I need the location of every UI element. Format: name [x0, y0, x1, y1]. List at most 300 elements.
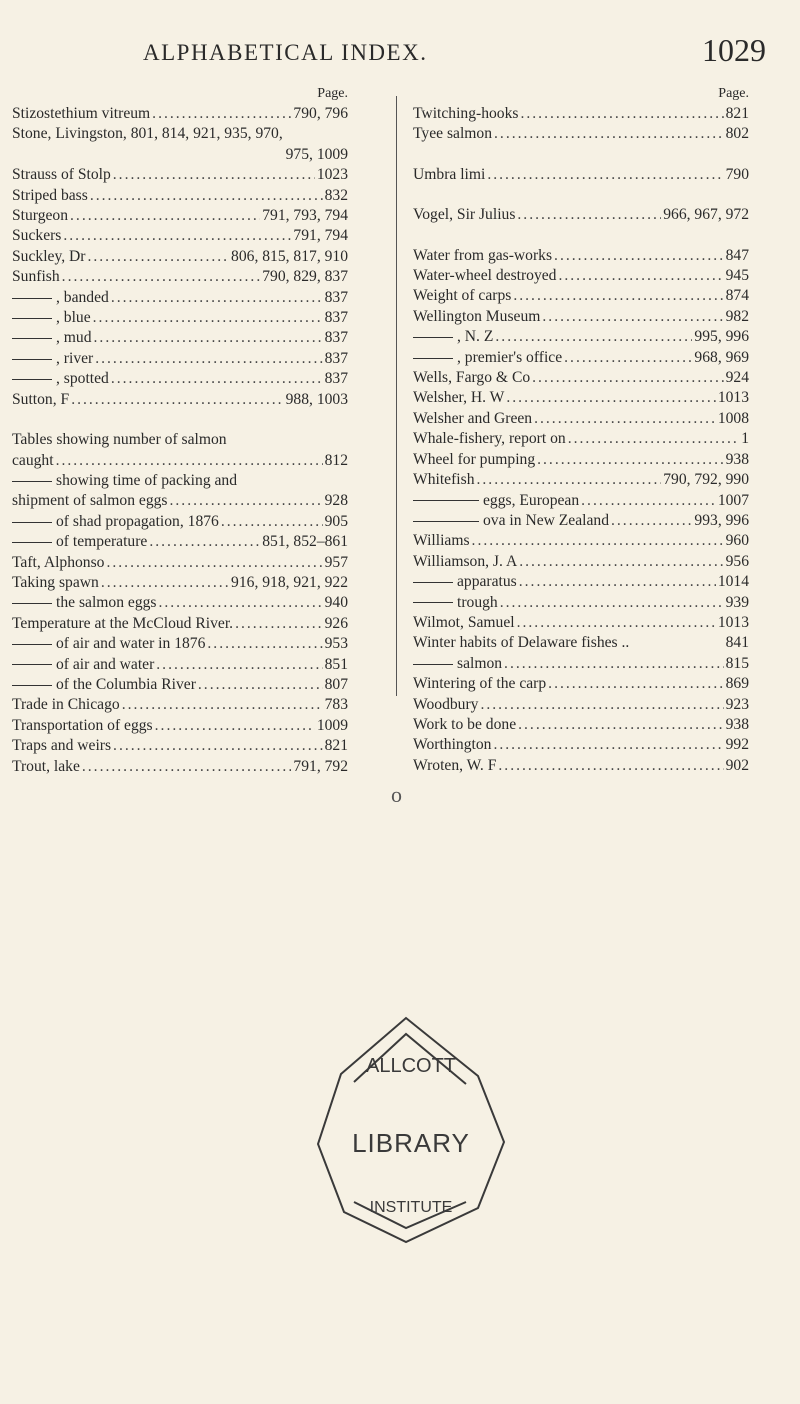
entry-pages: 966, 967, 972 — [663, 206, 749, 224]
leader-dots — [93, 308, 323, 328]
entry-label — [413, 593, 498, 613]
entry-label-text: Welsher, H. W — [413, 389, 505, 407]
entry-pages: 992 — [725, 736, 749, 754]
entry-pages: 1008 — [717, 409, 749, 427]
ditto-dash — [12, 481, 52, 482]
entry-label — [413, 409, 532, 429]
entry-label-text: Whale-fishery, report on — [413, 430, 566, 448]
entry-label-text: , banded — [56, 288, 109, 306]
index-entry — [413, 388, 749, 408]
entry-label — [413, 104, 518, 124]
group-gap — [413, 226, 749, 246]
entry-label-text: Umbra limi — [413, 165, 486, 183]
ditto-dash — [413, 358, 453, 359]
entry-label-text: Williamson, J. A — [413, 552, 518, 570]
entry-pages: 832 — [324, 186, 348, 204]
entry-label — [12, 573, 99, 593]
entry-pages: 960 — [725, 532, 749, 550]
entry-label — [12, 655, 154, 675]
entry-label-text: Transportation of eggs — [12, 716, 153, 734]
ditto-dash — [413, 500, 479, 501]
entry-label — [12, 532, 147, 552]
index-entry — [12, 206, 348, 226]
entry-label — [12, 451, 54, 471]
index-entry — [12, 471, 348, 491]
index-column-right — [413, 84, 749, 776]
entry-label-text: Winter habits of Delaware fishes .. — [413, 634, 630, 652]
entry-label — [12, 390, 69, 410]
leader-dots — [56, 451, 323, 471]
entry-label — [413, 552, 517, 572]
entry-pages: 940 — [324, 594, 348, 612]
index-entry — [413, 491, 749, 511]
entry-pages: 791, 794 — [293, 227, 348, 245]
entry-label — [413, 633, 629, 653]
leader-dots — [504, 654, 724, 674]
library-stamp — [306, 1012, 516, 1248]
index-entry — [12, 695, 348, 715]
ditto-dash — [12, 298, 52, 299]
leader-dots — [152, 104, 291, 124]
entry-label-text: of shad propagation, 1876 — [56, 512, 219, 530]
entry-label — [12, 675, 196, 695]
entry-label — [413, 756, 496, 776]
index-entry — [12, 634, 348, 654]
entry-pages: 790, 792, 990 — [663, 471, 749, 489]
entry-label — [413, 450, 535, 470]
index-entry — [413, 368, 749, 388]
entry-pages: 790, 796 — [293, 105, 348, 122]
index-entry — [413, 695, 749, 715]
ditto-dash — [413, 582, 453, 583]
entry-label — [12, 614, 233, 634]
stamp-bottom-text: INSTITUTE — [369, 1199, 453, 1216]
entry-label — [413, 470, 475, 490]
leader-dots — [149, 532, 260, 552]
entry-pages: 821 — [725, 105, 749, 122]
entry-pages: 953 — [324, 635, 348, 653]
column-page-heading: Page. — [317, 86, 348, 101]
ditto-dash — [12, 685, 52, 686]
entry-pages: 975, 1009 — [285, 145, 348, 163]
ditto-dash — [12, 338, 52, 339]
leader-dots — [519, 572, 716, 592]
entry-pages: 812 — [324, 451, 348, 469]
leader-dots — [71, 390, 283, 410]
index-entry — [413, 613, 749, 633]
entry-pages: 851 — [324, 655, 348, 673]
entry-label — [12, 634, 205, 654]
index-entry — [413, 307, 749, 327]
leader-dots — [95, 349, 322, 369]
entry-label-text: Woodbury — [413, 695, 479, 713]
entry-label-text: Sturgeon — [12, 207, 69, 225]
leader-dots — [158, 593, 322, 613]
index-entry — [12, 553, 348, 573]
entry-label — [12, 757, 80, 777]
leader-dots — [235, 614, 323, 634]
entry-pages: 837 — [324, 329, 348, 347]
leader-dots — [111, 369, 323, 389]
entry-label-text: Whitefish — [413, 471, 475, 489]
entry-label — [413, 531, 470, 551]
ditto-dash — [12, 603, 52, 604]
entry-label — [12, 593, 156, 613]
entry-pages: 869 — [725, 675, 749, 693]
index-entry — [413, 450, 749, 470]
ditto-dash — [12, 379, 52, 380]
leader-dots — [113, 736, 323, 756]
index-entry — [12, 288, 348, 308]
index-entry — [413, 633, 749, 653]
index-entry — [12, 145, 348, 165]
entry-label — [12, 104, 150, 124]
entry-label — [12, 247, 85, 267]
entry-pages: 926 — [324, 614, 348, 632]
leader-dots — [106, 553, 322, 573]
entry-label-text: Tyee salmon — [413, 125, 493, 143]
index-entry — [413, 654, 749, 674]
leader-dots — [477, 470, 662, 490]
entry-pages: 982 — [725, 307, 749, 325]
entry-pages: 957 — [324, 553, 348, 571]
index-entry — [12, 165, 348, 185]
entry-label-text: Suckley, Dr — [12, 247, 86, 265]
entry-pages: 1014 — [717, 573, 749, 591]
entry-label — [413, 429, 566, 449]
entry-label-text: showing time of packing and — [56, 471, 238, 489]
entry-pages: 993, 996 — [694, 511, 749, 529]
leader-dots — [558, 266, 723, 286]
leader-dots — [506, 388, 715, 408]
entry-label — [12, 267, 60, 287]
leader-dots — [62, 267, 261, 287]
entry-label-text: , premier's office — [457, 348, 563, 366]
entry-pages: 841 — [725, 634, 749, 652]
entry-label-text: Sunfish — [12, 268, 60, 286]
entry-pages: 968, 969 — [694, 348, 749, 366]
index-entry — [12, 593, 348, 613]
entry-label — [12, 165, 111, 185]
entry-label — [413, 368, 530, 388]
entry-label-text: Strauss of Stolp — [12, 166, 111, 184]
page-number: 1029 — [702, 32, 766, 68]
entry-label-text: Taft, Alphonso — [12, 553, 105, 571]
entry-label-text: Trade in Chicago — [12, 696, 120, 714]
ditto-dash — [12, 664, 52, 665]
entry-label-text: the salmon eggs — [56, 594, 157, 612]
entry-label — [12, 288, 109, 308]
leader-dots — [221, 512, 323, 532]
entry-label-text: Work to be done — [413, 715, 517, 733]
ditto-dash — [413, 337, 453, 338]
index-entry — [413, 286, 749, 306]
leader-dots — [70, 206, 260, 226]
stamp-middle-text: LIBRARY — [352, 1128, 470, 1158]
leader-dots — [564, 348, 692, 368]
entry-pages: 790 — [725, 165, 749, 183]
entry-pages: 791, 793, 794 — [262, 207, 348, 225]
index-entry — [413, 104, 749, 124]
entry-label-text: , blue — [56, 309, 91, 327]
entry-label-text: Water from gas-works — [413, 246, 553, 264]
index-entry — [12, 186, 348, 206]
leader-dots — [487, 165, 723, 185]
leader-dots — [90, 186, 323, 206]
leader-dots — [568, 429, 740, 449]
leader-dots — [480, 695, 723, 715]
index-entry — [413, 735, 749, 755]
index-entry — [12, 491, 348, 511]
index-entry — [12, 655, 348, 675]
entry-label-text: of air and water — [56, 655, 155, 673]
group-gap — [12, 410, 348, 430]
entry-label — [413, 491, 579, 511]
leader-dots — [156, 655, 322, 675]
entry-label-text: Williams — [413, 532, 470, 550]
column-divider — [396, 96, 397, 696]
entry-pages: 928 — [324, 492, 348, 510]
leader-dots — [94, 328, 323, 348]
entry-pages: 1007 — [717, 491, 749, 509]
entry-label-text: Wintering of the carp — [413, 675, 547, 693]
entry-pages: 916, 918, 921, 922 — [231, 573, 348, 591]
entry-label — [12, 124, 283, 144]
entry-label-text: , river — [56, 349, 94, 367]
entry-label-text: salmon — [457, 654, 503, 672]
index-entry — [413, 348, 749, 368]
index-entry — [12, 675, 348, 695]
entry-label-text: Suckers — [12, 227, 62, 245]
index-entry — [12, 247, 348, 267]
entry-label — [12, 369, 109, 389]
entry-pages: 945 — [725, 267, 749, 285]
leader-dots — [170, 491, 323, 511]
index-entry — [12, 267, 348, 287]
index-entry — [12, 512, 348, 532]
index-entry — [413, 531, 749, 551]
entry-label — [12, 695, 120, 715]
index-entry — [12, 736, 348, 756]
index-entry — [12, 328, 348, 348]
leader-dots — [517, 613, 716, 633]
entry-label-text: Water-wheel destroyed — [413, 267, 557, 285]
leader-dots — [122, 695, 323, 715]
index-entry — [12, 369, 348, 389]
leader-dots — [534, 409, 716, 429]
index-entry — [413, 572, 749, 592]
entry-pages: 938 — [725, 715, 749, 733]
entry-label — [413, 572, 517, 592]
group-gap — [413, 185, 749, 205]
index-entry — [413, 327, 749, 347]
entry-pages: 1023 — [316, 166, 348, 184]
index-entry — [413, 511, 749, 531]
entry-pages: 847 — [725, 246, 749, 264]
entry-pages: 837 — [324, 370, 348, 388]
entry-pages: 821 — [324, 737, 348, 755]
leader-dots — [519, 552, 723, 572]
entry-label — [12, 226, 61, 246]
leader-dots — [548, 674, 723, 694]
entry-label — [12, 349, 93, 369]
ditto-dash — [413, 602, 453, 603]
entry-pages: 837 — [324, 349, 348, 367]
entry-label-text: , spotted — [56, 370, 109, 388]
entry-label-text: of air and water in 1876 — [56, 635, 206, 653]
leader-dots — [494, 124, 724, 144]
entry-pages: 783 — [324, 696, 348, 714]
entry-label-text: of temperature — [56, 533, 148, 551]
index-entry — [413, 205, 749, 225]
ditto-dash — [12, 542, 52, 543]
stamp-top-text: ALLCOTT — [365, 1055, 457, 1077]
entry-label-text: shipment of salmon eggs — [12, 492, 168, 510]
index-entry — [12, 716, 348, 736]
entry-label — [12, 430, 227, 450]
leader-dots — [498, 756, 723, 776]
entry-label — [413, 613, 515, 633]
leader-dots — [82, 757, 292, 777]
entry-pages: 1009 — [316, 716, 348, 734]
index-entry — [413, 165, 749, 185]
index-entry — [12, 390, 348, 410]
entry-label-text: , mud — [56, 329, 92, 347]
entry-pages: 1013 — [717, 389, 749, 407]
entry-label — [413, 695, 478, 715]
index-entry — [12, 124, 348, 144]
entry-label — [12, 716, 153, 736]
entry-pages: 905 — [324, 512, 348, 530]
index-entry — [413, 429, 749, 449]
index-entry — [413, 715, 749, 735]
entry-label-text: Taking spawn — [12, 573, 99, 591]
entry-pages: 956 — [725, 552, 749, 570]
entry-label-text: trough — [457, 593, 498, 611]
entry-label — [12, 736, 111, 756]
leader-dots — [198, 675, 323, 695]
leader-dots — [495, 327, 692, 347]
group-gap — [413, 145, 749, 165]
leader-dots — [611, 511, 692, 531]
ditto-dash — [12, 522, 52, 523]
entry-label-text: Twitching-hooks — [413, 105, 519, 122]
entry-label — [12, 512, 219, 532]
entry-label-text: Weight of carps — [413, 287, 512, 305]
entry-label-text: Worthington — [413, 736, 492, 754]
entry-label — [413, 674, 546, 694]
index-entry — [413, 266, 749, 286]
entry-label — [12, 471, 237, 491]
entry-label-text: Sutton, F — [12, 390, 70, 408]
entry-label-text: Traps and weirs — [12, 737, 112, 755]
leader-dots — [554, 246, 724, 266]
entry-pages: 1013 — [717, 613, 749, 631]
entry-pages: 924 — [725, 369, 749, 387]
index-column-left — [12, 84, 348, 777]
entry-label-text: caught — [12, 451, 54, 469]
entry-pages: 837 — [324, 309, 348, 327]
page-title: ALPHABETICAL INDEX. — [143, 40, 428, 65]
entry-label — [12, 328, 92, 348]
leader-dots — [87, 247, 229, 267]
index-entry — [12, 308, 348, 328]
leader-dots — [513, 286, 723, 306]
column-page-heading: Page. — [718, 86, 749, 101]
index-entry — [413, 409, 749, 429]
entry-label — [413, 266, 556, 286]
ornament-mark: o — [391, 782, 402, 807]
index-entry — [413, 470, 749, 490]
index-entry — [12, 104, 348, 124]
index-entry — [413, 246, 749, 266]
entry-label — [413, 715, 516, 735]
entry-pages: 837 — [324, 288, 348, 306]
leader-dots — [155, 716, 315, 736]
index-entry — [413, 552, 749, 572]
leader-dots — [520, 104, 723, 124]
entry-label-text: Stone, Livingston, 801, 814, 921, 935, 970, — [12, 125, 283, 143]
index-entry — [12, 614, 348, 634]
entry-pages: 923 — [725, 695, 749, 713]
entry-label — [413, 735, 491, 755]
leader-dots — [532, 368, 723, 388]
entry-pages: 938 — [725, 450, 749, 468]
ditto-dash — [12, 318, 52, 319]
entry-label — [413, 307, 540, 327]
entry-label — [413, 654, 502, 674]
leader-dots — [63, 226, 291, 246]
entry-pages: 995, 996 — [694, 328, 749, 346]
entry-label — [413, 246, 552, 266]
index-entry — [12, 451, 348, 471]
entry-label-text: Wellington Museum — [413, 307, 541, 325]
leader-dots — [500, 593, 724, 613]
entry-label-text: of the Columbia River — [56, 675, 196, 693]
entry-label — [12, 186, 88, 206]
index-entry — [12, 532, 348, 552]
leader-dots — [493, 735, 723, 755]
index-entry — [12, 430, 348, 450]
ditto-dash — [12, 359, 52, 360]
leader-dots — [207, 634, 322, 654]
entry-label-text: Vogel, Sir Julius — [413, 206, 516, 224]
entry-pages: 939 — [725, 593, 749, 611]
entry-pages: 806, 815, 817, 910 — [231, 247, 348, 265]
entry-label-text: Tables showing number of salmon — [12, 431, 227, 449]
entry-label-text: Wilmot, Samuel — [413, 613, 515, 631]
entry-label — [413, 124, 492, 144]
leader-dots — [101, 573, 229, 593]
index-entry — [413, 674, 749, 694]
entry-label — [413, 348, 562, 368]
index-entry — [413, 593, 749, 613]
entry-label-text: Striped bass — [12, 186, 88, 204]
entry-label — [413, 165, 485, 185]
entry-label — [413, 388, 504, 408]
entry-pages: 802 — [725, 125, 749, 143]
leader-dots — [517, 205, 661, 225]
running-head — [143, 28, 770, 78]
entry-label — [12, 206, 68, 226]
ditto-dash — [413, 664, 453, 665]
entry-label — [12, 553, 104, 573]
ditto-dash — [413, 521, 479, 522]
ditto-dash — [12, 644, 52, 645]
entry-pages: 791, 792 — [293, 757, 348, 775]
entry-label-text: apparatus — [457, 573, 517, 591]
entry-label-text: Wroten, W. F — [413, 756, 497, 774]
